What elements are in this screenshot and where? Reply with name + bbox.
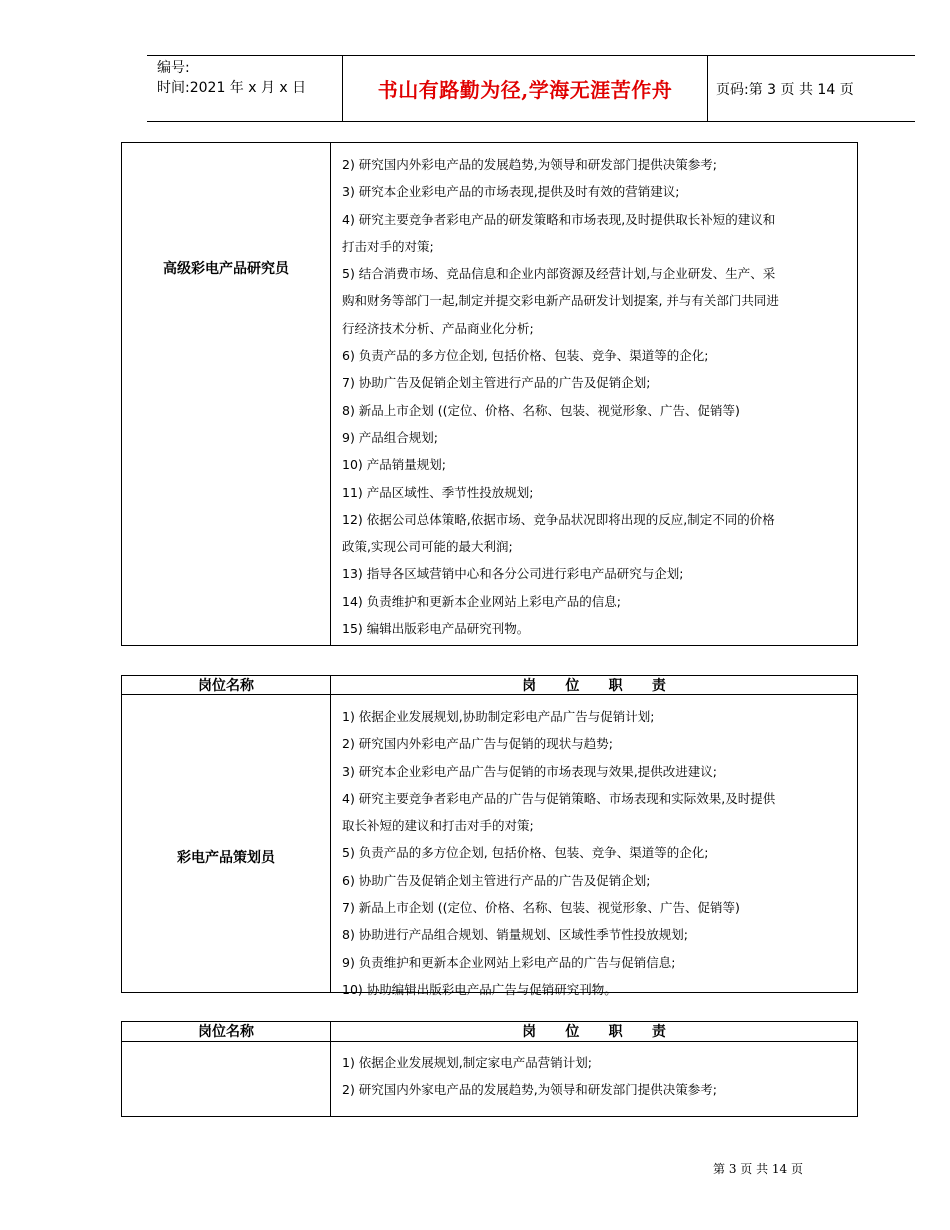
duty-line: 2) 研究国内外家电产品的发展趋势,为领导和研发部门提供决策参考;	[342, 1082, 717, 1098]
duty-line: 1) 依据企业发展规划,协助制定彩电产品广告与促销计划;	[342, 709, 655, 724]
duty-line: 取长补短的建议和打击对手的对策;	[342, 818, 534, 834]
column-header-duties: 岗 位 职 责	[522, 678, 666, 694]
column-header-duties: 岗 位 职 责	[522, 1024, 666, 1040]
header-motto: 书山有路勤为径,学海无涯苦作舟	[377, 78, 673, 102]
document-number-label: 编号:	[157, 60, 190, 76]
duty-line: 15) 编辑出版彩电产品研究刊物。	[342, 621, 530, 637]
position-title: 高级彩电产品研究员	[163, 261, 289, 277]
duty-line: 行经济技术分析、产品商业化分析;	[342, 320, 534, 336]
duty-list	[342, 1049, 849, 1104]
duty-line: 12) 依据公司总体策略,依据市场、竞争品状况即将出现的反应,制定不同的价格	[342, 511, 775, 527]
duty-line: 6) 负责产品的多方位企划, 包括价格、包装、竞争、渠道等的企化;	[342, 348, 709, 364]
header-row-rule	[122, 1041, 857, 1042]
column-divider	[330, 143, 331, 645]
duty-line: 8) 新品上市企划 ((定位、价格、名称、包装、视觉形象、广告、促销等)	[342, 402, 740, 418]
header-row-rule	[122, 694, 857, 695]
duty-line: 14) 负责维护和更新本企业网站上彩电产品的信息;	[342, 593, 621, 609]
header-page-info: 页码:第 3 页 共 14 页	[716, 82, 854, 98]
duty-line: 3) 研究本企业彩电产品的市场表现,提供及时有效的营销建议;	[342, 184, 680, 200]
duty-line: 7) 新品上市企划 ((定位、价格、名称、包装、视觉形象、广告、促销等)	[342, 900, 740, 916]
duty-table-product-planner	[121, 675, 858, 997]
column-header-position: 岗位名称	[198, 1024, 254, 1040]
duty-line: 5) 结合消费市场、竞品信息和企业内部资源及经营计划,与企业研发、生产、采	[342, 266, 776, 282]
duty-line: 2) 研究国内外彩电产品的发展趋势,为领导和研发部门提供决策参考;	[342, 157, 717, 172]
duty-line: 政策,实现公司可能的最大利润;	[342, 539, 513, 555]
duty-list	[342, 703, 849, 1003]
header-divider-right	[707, 56, 708, 121]
column-divider	[330, 676, 331, 992]
footer-page-number: 第 3 页 共 14 页	[713, 1162, 803, 1176]
duty-list	[342, 151, 849, 642]
duty-line: 7) 协助广告及促销企划主管进行产品的广告及促销企划;	[342, 375, 651, 391]
duty-line: 3) 研究本企业彩电产品广告与促销的市场表现与效果,提供改进建议;	[342, 763, 717, 779]
duty-line: 9) 负责维护和更新本企业网站上彩电产品的广告与促销信息;	[342, 954, 676, 970]
duty-line: 13) 指导各区域营销中心和各分公司进行彩电产品研究与企划;	[342, 566, 684, 582]
duty-table-senior-researcher	[121, 142, 858, 646]
duty-table-marketing	[121, 1021, 858, 1117]
header-meta	[157, 58, 342, 98]
duty-line: 4) 研究主要竞争者彩电产品的研发策略和市场表现,及时提供取长补短的建议和	[342, 211, 776, 227]
duty-line: 打击对手的对策;	[342, 238, 434, 254]
duty-line: 10) 协助编辑出版彩电产品广告与促销研究刊物。	[342, 981, 617, 997]
duty-line: 2) 研究国内外彩电产品广告与促销的现状与趋势;	[342, 736, 614, 752]
duty-line: 1) 依据企业发展规划,制定家电产品营销计划;	[342, 1055, 592, 1070]
duty-line: 4) 研究主要竞争者彩电产品的广告与促销策略、市场表现和实际效果,及时提供	[342, 790, 776, 806]
duty-line: 11) 产品区域性、季节性投放规划;	[342, 484, 534, 500]
duty-line: 9) 产品组合规划;	[342, 429, 439, 445]
document-time-label: 时间:2021 年 x 月 x 日	[157, 80, 307, 96]
duty-line: 6) 协助广告及促销企划主管进行产品的广告及促销企划;	[342, 872, 651, 888]
duty-line: 8) 协助进行产品组合规划、销量规划、区域性季节性投放规划;	[342, 927, 689, 943]
duty-line: 5) 负责产品的多方位企划, 包括价格、包装、竞争、渠道等的企化;	[342, 845, 709, 861]
column-header-position: 岗位名称	[198, 678, 254, 694]
header-bottom-rule	[147, 121, 915, 122]
position-title: 彩电产品策划员	[177, 850, 275, 866]
duty-line: 购和财务等部门一起,制定并提交彩电新产品研发计划提案, 并与有关部门共同进	[342, 293, 779, 309]
duty-line: 10) 产品销量规划;	[342, 457, 446, 473]
